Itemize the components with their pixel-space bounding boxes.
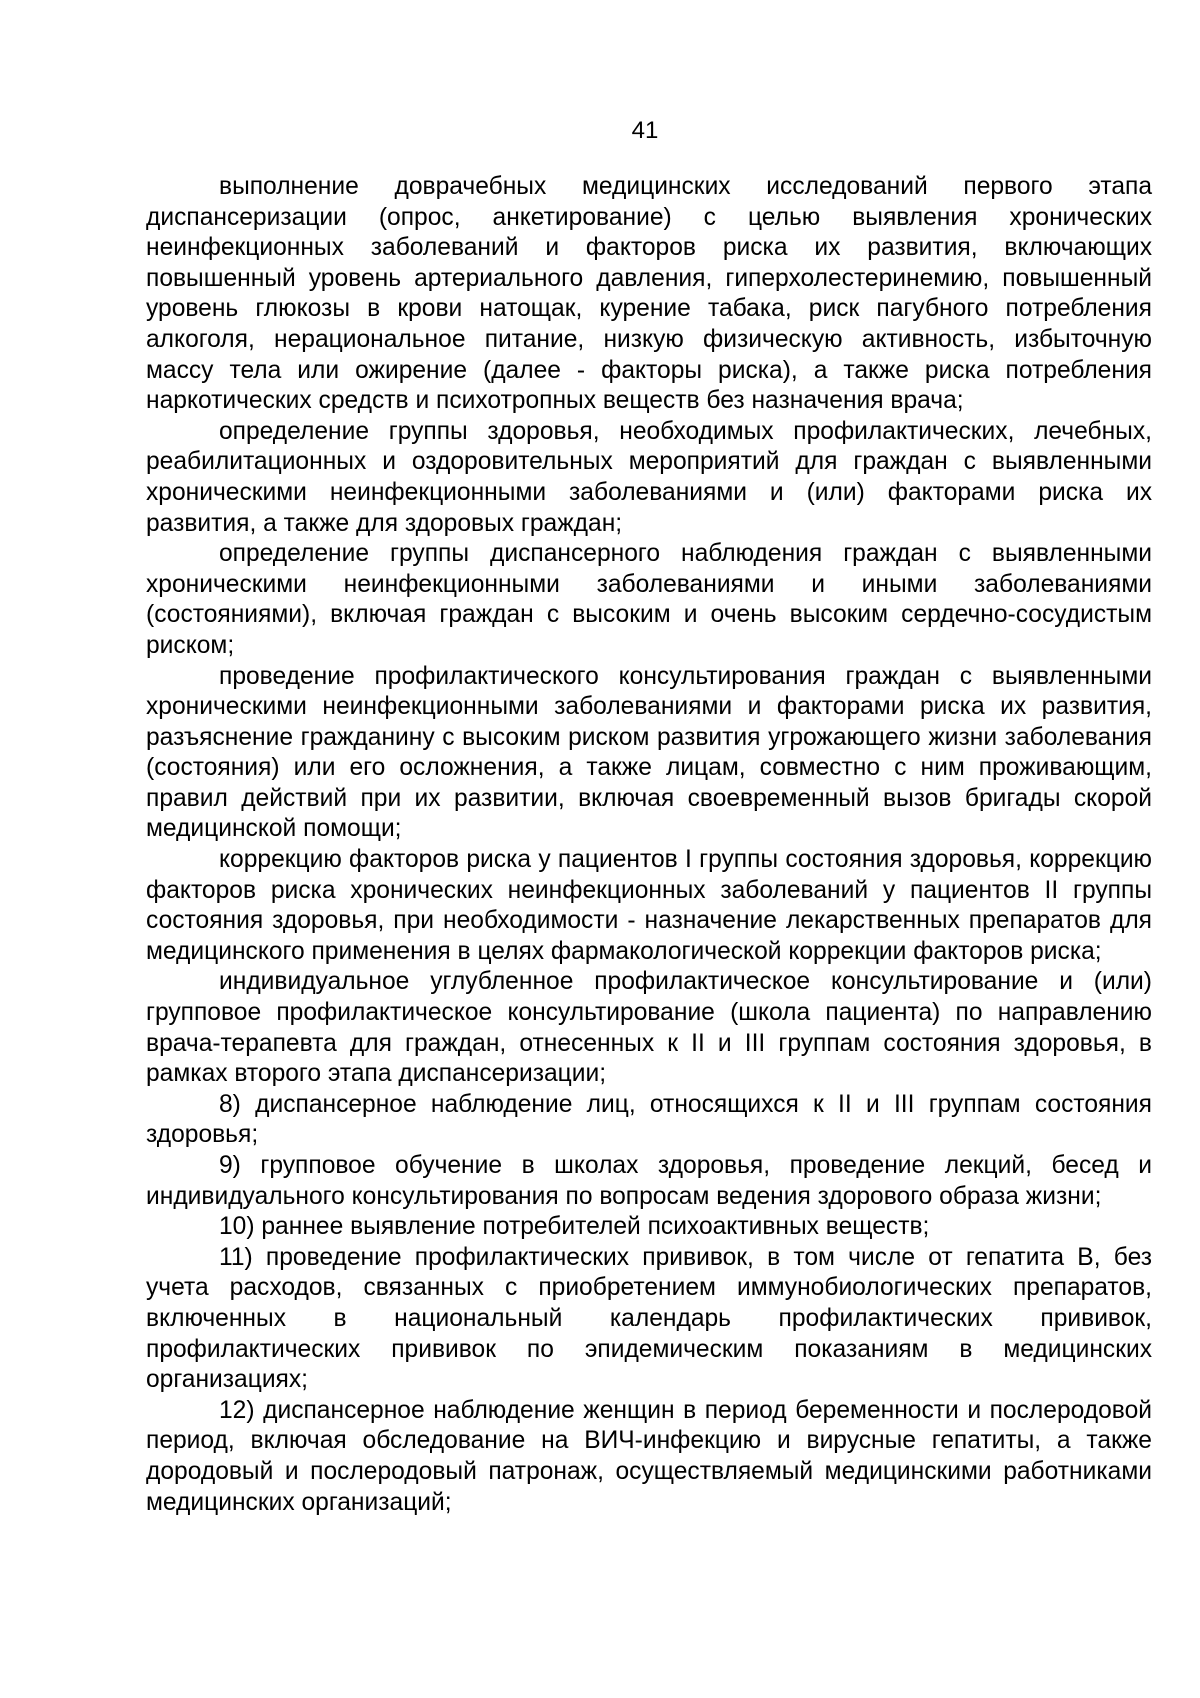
page-number: 41	[631, 117, 659, 144]
paragraph-health-group: определение группы здоровья, необходимых профилактических, лечебных, реабилитационных и оздоровительных мероприятий для граждан с выявленными хроническими неинфекционными заболеваниями и (или) факторами риска их развития, а также для здоровых граждан;	[146, 417, 1152, 537]
paragraph-dispensary-group: определение группы диспансерного наблюдения граждан с выявленными хроническими неинфекционными заболеваниями и иными заболеваниями (состояниями), включая граждан с высоким и очень высоким сердечно-сосудистым риском;	[146, 540, 1152, 659]
paragraph-item-8: 8) диспансерное наблюдение лиц, относящихся к II и III группам состояния здоровья;	[146, 1090, 1152, 1149]
paragraph-preliminary-examinations: выполнение доврачебных медицинских исследований первого этапа диспансеризации (опрос, анкетирование) с целью выявления хронических неинфекционных заболеваний и факторов риска их развития, включающих повышенный уровень артериального давления, гиперхолестеринемию, повышенный уровень глюкозы в крови натощак, курение табака, риск пагубного потребления алкоголя, нерациональное питание, низкую физическую активность, избыточную массу тела или ожирение (далее - факторы риска), а также риска потребления наркотических средств и психотропных веществ без назначения врача;	[146, 173, 1152, 415]
paragraph-item-10: 10) раннее выявление потребителей психоактивных веществ;	[219, 1213, 930, 1241]
document-body	[146, 172, 1152, 1518]
paragraph-item-12: 12) диспансерное наблюдение женщин в период беременности и послеродовой период, включая обследование на ВИЧ-инфекцию и вирусные гепатиты, а также дородовый и послеродовый патронаж, осуществляемый медицинскими работниками медицинских организаций;	[146, 1396, 1152, 1516]
paragraph-item-11: 11) проведение профилактических прививок, в том числе от гепатита B, без учета расходов, связанных с приобретением иммунобиологических препаратов, включенных в национальный календарь профилактических прививок, профилактических прививок по эпидемическим показаниям в медицинских организациях;	[146, 1243, 1152, 1394]
paragraph-risk-correction: коррекцию факторов риска у пациентов I группы состояния здоровья, коррекцию факторов риска хронических неинфекционных заболеваний у пациентов II группы состояния здоровья, при необходимости - назначение лекарственных препаратов для медицинского применения в целях фармакологической коррекции факторов риска;	[146, 846, 1152, 965]
paragraph-in-depth-counseling: индивидуальное углубленное профилактическое консультирование и (или) групповое профилактическое консультирование (школа пациента) по направлению врача-терапевта для граждан, отнесенных к II и III группам состояния здоровья, в рамках второго этапа диспансеризации;	[146, 968, 1152, 1088]
paragraph-preventive-counseling: проведение профилактического консультирования граждан с выявленными хроническими неинфекционными заболеваниями и факторами риска их развития, разъяснение гражданину с высоким риском развития угрожающего жизни заболевания (состояния) или его осложнения, а также лицам, совместно с ним проживающим, правил действий при их развитии, включая своевременный вызов бригады скорой медицинской помощи;	[146, 662, 1152, 843]
paragraph-item-9: 9) групповое обучение в школах здоровья, проведение лекций, бесед и индивидуального консультирования по вопросам ведения здорового образа жизни;	[146, 1152, 1152, 1210]
